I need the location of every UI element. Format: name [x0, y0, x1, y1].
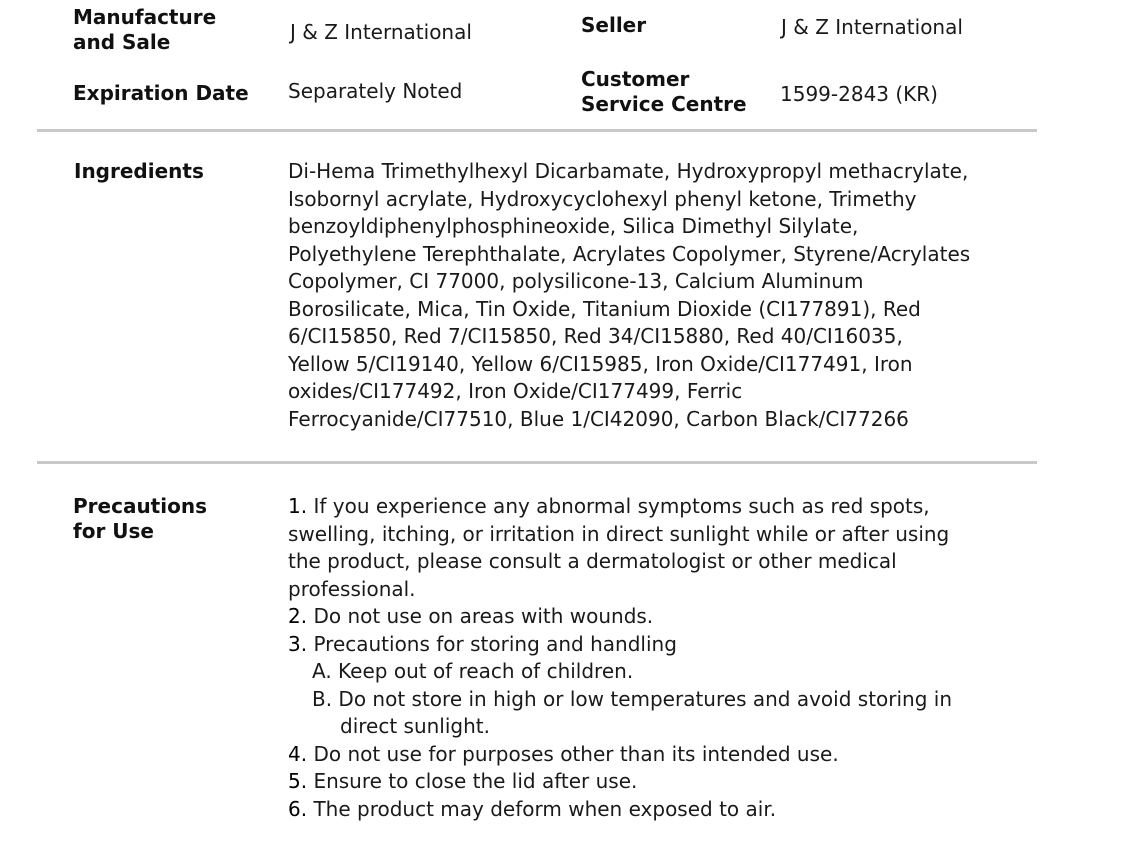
precaution-item-4 — [288, 741, 1008, 769]
ingredients-line: oxides/CI177492, Iron Oxide/CI177499, Ferric — [288, 379, 743, 403]
precaution-text: Precautions for storing and handling — [307, 631, 677, 656]
customer-service-value: 1599-2843 (KR) — [780, 82, 938, 106]
precautions-label — [73, 494, 207, 544]
divider-middle — [37, 461, 1037, 464]
precaution-item-3 — [288, 631, 1008, 659]
ingredients-line: Yellow 5/CI19140, Yellow 6/CI15985, Iron Oxide/CI177491, Iron — [288, 351, 913, 376]
ingredients-line: benzoyldiphenylphosphineoxide, Silica Dimethyl Silylate, — [288, 214, 859, 238]
precaution-number: 2. — [288, 604, 308, 628]
customer-service-label-line-1: Customer — [581, 67, 690, 91]
ingredients-line: Polyethylene Terephthalate, Acrylates Copolymer, Styrene/Acrylates — [288, 241, 971, 266]
precautions-label-line-2: for Use — [73, 519, 154, 543]
seller-label: Seller — [581, 13, 647, 37]
precaution-item-5 — [288, 768, 1008, 796]
manufacture-value: J & Z International — [290, 20, 472, 44]
precaution-text: The product may deform when exposed to air. — [307, 796, 777, 821]
precaution-number: 4. — [288, 741, 308, 766]
customer-service-label — [581, 67, 747, 117]
precaution-number: 3. — [288, 631, 308, 656]
precaution-item-2 — [288, 603, 1008, 631]
precaution-number: 5. — [288, 769, 308, 793]
expiration-value: Separately Noted — [288, 79, 463, 103]
manufacture-label — [73, 5, 216, 55]
ingredients-line: 6/CI15850, Red 7/CI15850, Red 34/CI15880, Red 40/CI16035, — [288, 324, 903, 348]
precautions-label-line-1: Precautions — [73, 494, 207, 518]
precaution-number: 6. — [288, 796, 308, 821]
precaution-subitem-b: B. Do not store in high or low temperatures and avoid storing in — [312, 686, 953, 711]
precaution-item-6 — [288, 796, 1008, 824]
expiration-label: Expiration Date — [73, 81, 249, 105]
precaution-subitem-b-cont: direct sunlight. — [340, 714, 490, 738]
precaution-item-1-cont: the product, please consult a dermatologist or other medical — [288, 549, 897, 573]
ingredients-line: Di-Hema Trimethylhexyl Dicarbamate, Hydroxypropyl methacrylate, — [288, 159, 969, 183]
precaution-number: 1. — [288, 494, 308, 518]
ingredients-text — [288, 158, 1008, 433]
precaution-text: Do not use for purposes other than its intended use. — [307, 741, 839, 766]
ingredients-line: Ferrocyanide/CI77510, Blue 1/CI42090, Carbon Black/CI77266 — [288, 406, 909, 431]
ingredients-label: Ingredients — [74, 159, 204, 183]
manufacture-label-line-2: and Sale — [73, 30, 171, 54]
precautions-list — [288, 493, 1008, 823]
ingredients-line: Copolymer, CI 77000, polysilicone-13, Calcium Aluminum — [288, 269, 864, 293]
precaution-text: Ensure to close the lid after use. — [307, 769, 638, 793]
precaution-text: Do not use on areas with wounds. — [307, 604, 654, 628]
precaution-item-1-cont: professional. — [288, 576, 416, 601]
divider-top — [37, 129, 1037, 132]
precaution-item-1-cont: swelling, itching, or irritation in direct sunlight while or after using — [288, 521, 950, 546]
precaution-subitem-a: A. Keep out of reach of children. — [312, 659, 634, 683]
seller-value: J & Z International — [781, 15, 963, 39]
ingredients-line: Borosilicate, Mica, Tin Oxide, Titanium Dioxide (CI177891), Red — [288, 296, 921, 321]
customer-service-label-line-2: Service Centre — [581, 92, 747, 116]
precaution-text: If you experience any abnormal symptoms such as red spots, — [307, 494, 930, 518]
ingredients-line: Isobornyl acrylate, Hydroxycyclohexyl phenyl ketone, Trimethy — [288, 186, 917, 211]
precaution-item-1 — [288, 493, 1008, 521]
manufacture-label-line-1: Manufacture — [73, 5, 217, 29]
